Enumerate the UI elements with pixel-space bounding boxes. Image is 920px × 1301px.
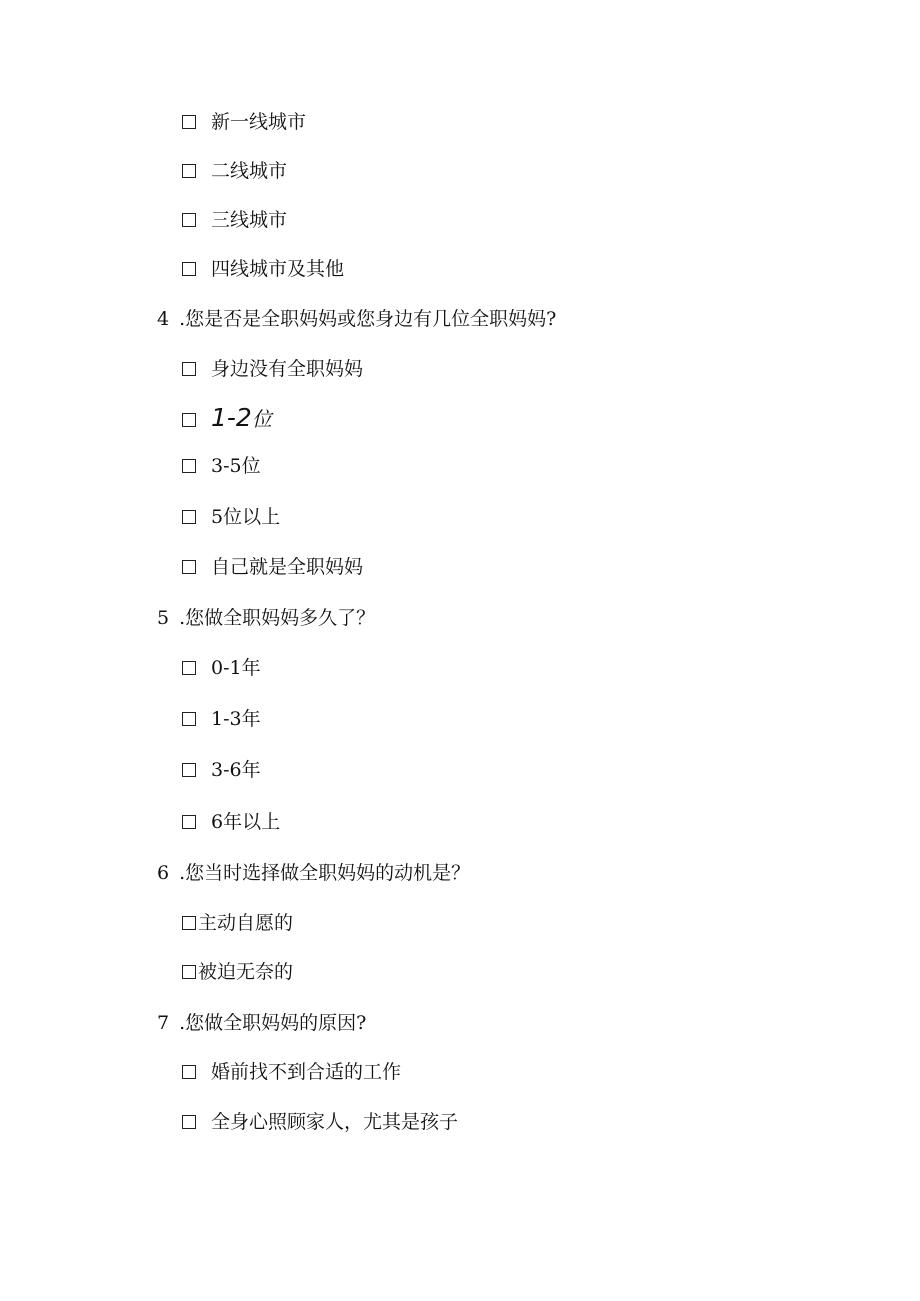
question-6: [157, 861, 470, 885]
option-label: 身边没有全职妈妈: [211, 358, 364, 380]
q5-option-over-6[interactable]: [182, 810, 280, 834]
q7-option-family-care[interactable]: [182, 1110, 458, 1134]
option-label: 0-1年: [211, 657, 261, 679]
question-text: .您做全职妈妈的原因?: [179, 1012, 367, 1034]
q6-option-forced[interactable]: [182, 960, 293, 984]
question-text: .您做全职妈妈多久了？: [179, 607, 376, 629]
checkbox[interactable]: [182, 115, 196, 129]
question-5: [157, 606, 375, 630]
q5-option-1-3[interactable]: [182, 707, 261, 731]
q4-option-3-5[interactable]: [182, 454, 261, 478]
option-tier3-city[interactable]: [182, 208, 287, 232]
checkbox[interactable]: [182, 510, 196, 524]
checkbox[interactable]: [182, 712, 196, 726]
option-label: 自己就是全职妈妈: [211, 556, 364, 578]
option-label: 新一线城市: [211, 111, 307, 133]
q4-option-self[interactable]: [182, 555, 363, 579]
question-number: 5: [157, 607, 170, 629]
checkbox[interactable]: [182, 965, 196, 979]
question-number: 7: [157, 1012, 170, 1034]
checkbox[interactable]: [182, 1115, 196, 1129]
option-label: 婚前找不到合适的工作: [211, 1061, 402, 1083]
checkbox[interactable]: [182, 815, 196, 829]
checkbox[interactable]: [182, 164, 196, 178]
q5-option-0-1[interactable]: [182, 656, 261, 680]
checkbox[interactable]: [182, 413, 196, 427]
q7-option-no-job[interactable]: [182, 1060, 401, 1084]
option-label: 全身心照顾家人，尤其是孩子: [211, 1111, 459, 1133]
option-label: 1-3年: [211, 708, 261, 730]
option-label: 3-6年: [211, 759, 261, 781]
option-label: 5位以上: [211, 506, 281, 528]
question-text: .您当时选择做全职妈妈的动机是？: [179, 862, 471, 884]
option-label: 四线城市及其他: [211, 258, 345, 280]
question-text: .您是否是全职妈妈或您身边有几位全职妈妈?: [179, 308, 557, 330]
checkbox[interactable]: [182, 262, 196, 276]
option-new-tier1-city[interactable]: [182, 110, 306, 134]
option-label: 二线城市: [211, 160, 288, 182]
option-tier4-city-and-other[interactable]: [182, 257, 344, 281]
checkbox[interactable]: [182, 362, 196, 376]
question-number: 6: [157, 862, 170, 884]
q5-option-3-6[interactable]: [182, 758, 261, 782]
option-label: 3-5位: [211, 455, 261, 477]
option-label: 6年以上: [211, 811, 281, 833]
checkbox[interactable]: [182, 560, 196, 574]
q6-option-voluntary[interactable]: [182, 911, 293, 935]
option-label-suffix: 位: [251, 407, 272, 431]
checkbox[interactable]: [182, 763, 196, 777]
option-label: 1-2: [211, 403, 252, 432]
q4-option-1-2[interactable]: [182, 403, 272, 432]
question-number: 4: [157, 308, 170, 330]
question-4: [157, 307, 556, 331]
q4-option-over-5[interactable]: [182, 505, 280, 529]
q4-option-none-around[interactable]: [182, 357, 363, 381]
option-label: 被迫无奈的: [198, 961, 294, 983]
checkbox[interactable]: [182, 213, 196, 227]
option-label: 三线城市: [211, 209, 288, 231]
checkbox[interactable]: [182, 916, 196, 930]
checkbox[interactable]: [182, 459, 196, 473]
question-7: [157, 1011, 366, 1035]
checkbox[interactable]: [182, 661, 196, 675]
option-tier2-city[interactable]: [182, 159, 287, 183]
option-label: 主动自愿的: [198, 912, 294, 934]
checkbox[interactable]: [182, 1065, 196, 1079]
